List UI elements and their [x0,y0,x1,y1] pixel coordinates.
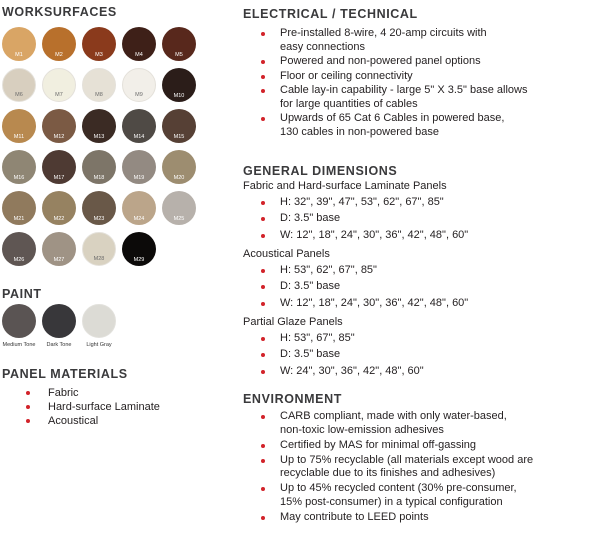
list-item-text: Up to 75% recyclable (all materials except wood are [280,453,534,466]
swatch-code: M23 [93,216,105,222]
environment-list [243,410,593,526]
swatch-code: M21 [13,216,25,222]
bullet-dot [261,117,265,121]
worksurface-swatch [2,68,36,102]
electrical-title: ELECTRICAL / TECHNICAL [243,7,418,21]
swatch-code: M9 [135,92,143,98]
bullet-dot [261,444,265,448]
list-item [243,511,593,525]
worksurface-swatch [162,150,196,184]
worksurface-swatch [122,191,156,225]
worksurface-swatch [162,27,196,61]
dimensions-title: GENERAL DIMENSIONS [243,164,398,178]
dimension-group [243,180,593,242]
list-item-text: D: 3.5" base [280,212,341,224]
list-item [243,410,593,437]
worksurface-swatch [162,191,196,225]
list-item [243,264,593,278]
worksurface-swatch [42,109,76,143]
worksurface-swatch [42,191,76,225]
worksurface-swatch [82,27,116,61]
list-item [243,196,593,210]
worksurface-swatch [82,68,116,102]
bullet-dot [261,285,265,289]
swatch-code: M4 [135,52,143,58]
bullet-dot [261,32,265,36]
swatch-code: M17 [53,175,65,181]
panel-materials-list [4,386,224,428]
worksurface-swatch [122,109,156,143]
list-item-text: D: 3.5" base [280,348,341,360]
bullet-dot [261,234,265,238]
worksurface-swatch [82,109,116,143]
swatch-code: M16 [13,175,25,181]
worksurface-swatch [82,232,116,266]
swatch-code: M27 [53,257,65,263]
list-item [243,112,593,139]
paint-swatch-grid [0,304,140,354]
list-item [243,27,593,54]
list-item-text: 130 cables in non-powered base [280,125,440,138]
swatch-code: M24 [133,216,145,222]
worksurfaces-title: WORKSURFACES [2,5,117,19]
dimension-group [243,248,593,310]
list-item-text: Pre-installed 8-wire, 4 20-amp circuits with [280,27,487,39]
bullet-dot [26,419,30,423]
list-item [243,229,593,243]
list-item [243,332,593,346]
bullet-dot [261,516,265,520]
list-item-text: H: 53", 62", 67", 85" [280,263,377,276]
bullet-dot [261,353,265,357]
paint-swatch-label: Dark Tone [46,342,72,348]
list-item [243,70,593,84]
list-item [243,439,593,453]
list-item [243,212,593,226]
worksurface-swatch [42,27,76,61]
list-item [243,280,593,294]
list-item-text: H: 53", 67", 85" [280,331,355,344]
swatch-code: M18 [93,175,105,181]
list-item-text: H: 32", 39", 47", 53", 62", 67", 85" [280,195,444,208]
list-item [243,348,593,362]
worksurface-swatch [122,232,156,266]
list-item-text: 15% post-consumer) in a typical configuration [280,495,503,508]
dimension-list [243,196,593,243]
dimension-group [243,316,593,378]
list-item [4,400,224,414]
list-item-text: Acoustical [48,415,99,427]
swatch-code: M3 [95,52,103,58]
worksurface-swatch [2,191,36,225]
swatch-code: M2 [55,52,63,58]
worksurface-swatch [162,109,196,143]
swatch-code: M29 [133,257,145,263]
swatch-code: M8 [95,92,103,98]
swatch-code: M28 [93,256,105,262]
worksurface-swatch [2,150,36,184]
environment-title: ENVIRONMENT [243,392,342,406]
panel-materials-title: PANEL MATERIALS [2,367,128,381]
worksurface-swatch [122,150,156,184]
swatch-code: M1 [15,52,23,58]
swatch-code: M6 [15,92,23,98]
list-item [243,297,593,311]
swatch-code: M10 [173,93,185,99]
list-item-text: Hard-surface Laminate [48,401,160,413]
bullet-dot [261,370,265,374]
list-item-text: Certified by MAS for minimal off-gassing [280,438,477,451]
swatch-code: M11 [13,134,25,140]
bullet-dot [26,405,30,409]
bullet-dot [261,415,265,419]
list-item-text: Upwards of 65 Cat 6 Cables in powered base, [280,112,505,124]
list-item [243,55,593,69]
list-item-text: Up to 45% recycled content (30% pre-consumer, [280,482,517,494]
list-item-text: Fabric [48,387,79,399]
swatch-code: M15 [173,134,185,140]
worksurface-swatch [82,191,116,225]
swatch-code: M22 [53,216,65,222]
list-item-text: Floor or ceiling connectivity [280,69,413,82]
worksurface-swatch [42,232,76,266]
list-item-text: Cable lay-in capability - large 5" X 3.5" base allows [280,84,528,96]
bullet-dot [261,459,265,463]
bullet-dot [261,269,265,273]
paint-swatch [2,304,36,338]
list-item [243,454,593,481]
bullet-dot [261,89,265,93]
dimension-group-title: Fabric and Hard-surface Laminate Panels [243,180,447,192]
list-item [243,365,593,379]
list-item [4,386,224,400]
list-item-text: non-toxic low-emission adhesives [280,423,444,436]
list-item-text: May contribute to LEED points [280,510,429,523]
list-item [243,84,593,111]
bullet-dot [261,302,265,306]
swatch-code: M13 [93,134,105,140]
worksurface-swatch [122,27,156,61]
worksurface-swatch [2,27,36,61]
worksurface-swatch [2,232,36,266]
list-item-text: for large quantities of cables [280,97,418,110]
bullet-dot [261,60,265,64]
worksurface-swatch [42,150,76,184]
paint-swatch [42,304,76,338]
bullet-dot [26,391,30,395]
worksurface-swatch [122,68,156,102]
paint-title: PAINT [2,287,42,301]
list-item-text: W: 12", 18", 24", 30", 36", 42", 48", 60" [280,228,469,241]
list-item-text: CARB compliant, made with only water-based, [280,410,507,422]
bullet-dot [261,75,265,79]
list-item-text: W: 24", 30", 36", 42", 48", 60" [280,364,424,377]
swatch-code: M25 [173,216,185,222]
swatch-code: M12 [53,134,65,140]
dimension-list [243,264,593,311]
list-item-text: recyclable due to its finishes and adhesives) [280,467,496,479]
list-item-text: easy connections [280,40,365,53]
dimension-list [243,332,593,379]
bullet-dot [261,337,265,341]
swatch-code: M14 [133,134,145,140]
bullet-dot [261,487,265,491]
paint-swatch [82,304,116,338]
dimension-group-title: Acoustical Panels [243,248,330,260]
swatch-code: M5 [175,52,183,58]
dimension-group-title: Partial Glaze Panels [243,316,343,328]
bullet-dot [261,201,265,205]
paint-swatch-label: Light Gray [86,342,112,348]
swatch-code: M19 [133,175,145,181]
list-item [243,482,593,509]
swatch-code: M26 [13,257,25,263]
list-item-text: D: 3.5" base [280,280,341,292]
list-item-text: W: 12", 18", 24", 30", 36", 42", 48", 60" [280,296,469,309]
worksurface-swatch [162,68,196,102]
list-item [4,414,224,428]
worksurface-swatch [2,109,36,143]
worksurface-swatch [42,68,76,102]
swatch-code: M7 [55,92,63,98]
list-item-text: Powered and non-powered panel options [280,55,481,67]
worksurface-swatch [82,150,116,184]
paint-swatch-label: Medium Tone [2,342,36,348]
dimensions-groups [243,180,593,384]
electrical-list [243,27,593,140]
swatch-code: M20 [173,175,185,181]
bullet-dot [261,217,265,221]
